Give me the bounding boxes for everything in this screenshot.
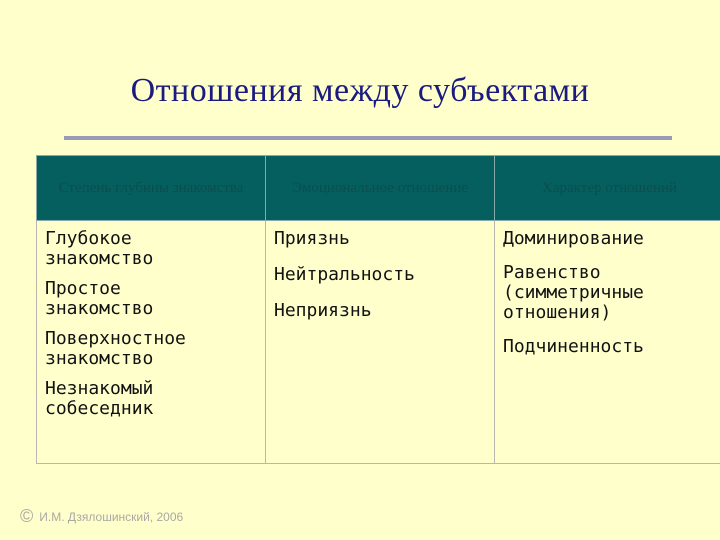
copyright-icon: ©	[20, 506, 34, 526]
header-relation-character: Характер отношений	[495, 156, 720, 221]
list-item: Приязнь	[274, 228, 350, 249]
cell-relation-character	[495, 221, 720, 464]
footer	[20, 506, 183, 527]
slide-title: Отношения между субъектами	[130, 72, 590, 109]
list-item: Подчиненность	[503, 336, 644, 357]
header-acquaintance-depth: Степень глубины знакомства	[37, 156, 266, 221]
header-emotional-attitude: Эмоциональное отношение	[266, 156, 495, 221]
list-item: Незнакомый собеседник	[45, 378, 154, 419]
title-underline	[64, 136, 672, 140]
list-item: Доминирование	[503, 228, 644, 249]
list-item: Равенство (симметричные отношения)	[503, 262, 644, 323]
list-item: Нейтральность	[274, 264, 415, 285]
list-item: Глубокое знакомство	[45, 228, 154, 269]
footer-text: И.М. Дзялошинский, 2006	[39, 509, 184, 524]
cell-emotional-attitude	[266, 221, 495, 464]
cell-acquaintance-depth	[37, 221, 266, 464]
relations-table	[36, 155, 720, 464]
list-item: Простое знакомство	[45, 278, 154, 319]
table-header-row	[37, 156, 720, 221]
table-row	[37, 221, 720, 464]
list-item: Неприязнь	[274, 300, 372, 321]
list-item: Поверхностное знакомство	[45, 328, 186, 369]
